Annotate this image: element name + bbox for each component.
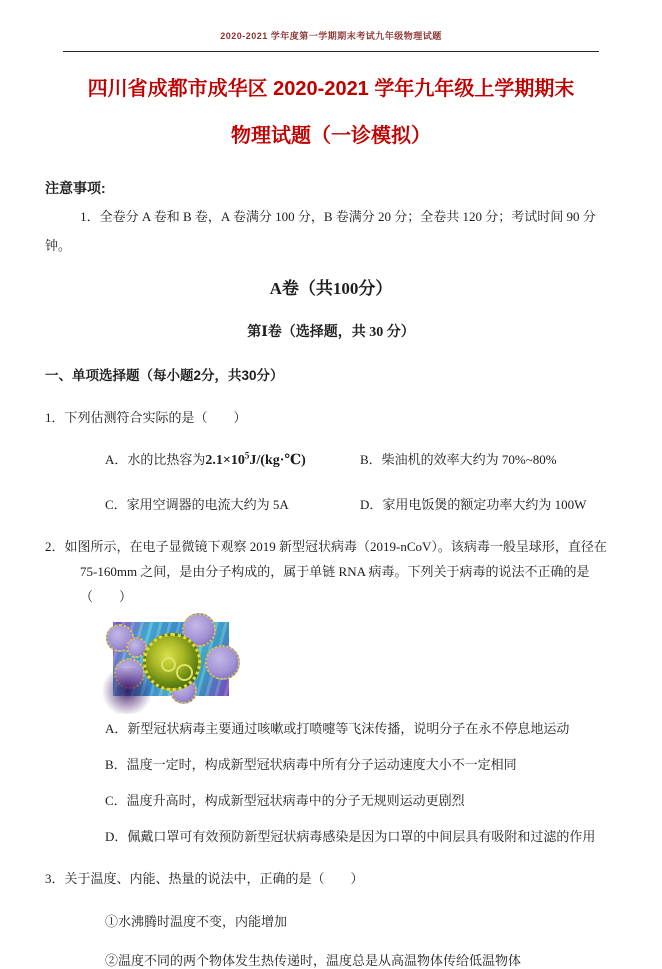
virus-surface-ring — [176, 664, 193, 681]
question-2-stem: 2．如图所示，在电子显微镜下观察 2019 新型冠状病毒（2019-nCoV）。该病毒一般呈球形，直径在 75-160mm 之间，是由分子构成的，属于单链 RNA 病毒。下列关于病毒的说法不正确的是（ ） — [45, 539, 607, 604]
formula-base: 2.1×10 — [205, 453, 245, 468]
question-1-options — [105, 449, 620, 513]
q2-option-c-label: C． — [105, 793, 127, 808]
q1-option-a-formula — [205, 450, 306, 468]
q1-option-c-label: C． — [105, 497, 127, 512]
q1-option-b — [360, 449, 620, 469]
formula-exponent: 5 — [244, 450, 250, 461]
part1-heading: 第Ⅰ卷（选择题，共 30 分） — [247, 325, 415, 340]
q1-option-a-label: A． — [105, 452, 128, 467]
q2-option-c — [105, 793, 620, 809]
q2-option-d-text: 佩戴口罩可有效预防新型冠状病毒感染是因为口罩的中间层具有吸附和过滤的作用 — [127, 829, 596, 844]
question-1-stem: 1．下列估测符合实际的是（ ） — [45, 410, 247, 425]
q1-option-d — [360, 494, 620, 513]
volume-a-heading: A卷（共100分） — [269, 279, 393, 298]
q2-option-d-label: D． — [105, 829, 128, 844]
header-rule — [63, 51, 599, 52]
q2-option-b — [105, 757, 620, 773]
q3-statement-2: ②温度不同的两个物体发生热传递时，温度总是从高温物体传给低温物体 — [105, 953, 522, 968]
q2-option-c-text: 温度升高时，构成新型冠状病毒中的分子无规则运动更剧烈 — [126, 793, 465, 808]
q2-option-b-text: 温度一定时，构成新型冠状病毒中所有分子运动速度大小不一定相同 — [126, 757, 517, 772]
section1-heading: 一、单项选择题（每小题2分，共30分） — [45, 368, 284, 383]
q2-option-a-text: 新型冠状病毒主要通过咳嗽或打喷嚏等飞沫传播，说明分子在永不停息地运动 — [127, 721, 570, 736]
running-header: 2020-2021 学年度第一学期期末考试九年级物理试题 — [220, 31, 442, 41]
virus-surface-ring — [161, 657, 176, 672]
q3-statement-1: ①水沸腾时温度不变，内能增加 — [105, 914, 288, 929]
formula-rest: J/(kg·℃) — [249, 453, 306, 468]
image-corner-shadow — [99, 668, 155, 714]
question-3-stem: 3．关于温度、内能、热量的说法中，正确的是（ ） — [45, 871, 364, 886]
q2-option-d — [105, 829, 620, 845]
notice-item-1: 1．全卷分 A 卷和 B 卷，A 卷满分 100 分，B 卷满分 20 分；全卷共 120 分；考试时间 90 分钟。 — [45, 209, 596, 253]
q1-option-c-text: 家用空调器的电流大约为 5A — [126, 497, 289, 512]
q1-option-c — [105, 494, 360, 513]
q2-option-a — [105, 721, 620, 737]
q1-option-d-text: 家用电饭煲的额定功率大约为 100W — [382, 497, 587, 512]
q2-option-b-label: B． — [105, 757, 127, 772]
document-title-line2: 物理试题（一诊模拟） — [231, 125, 431, 147]
coronavirus-electron-microscope-image — [113, 622, 229, 696]
document-title — [40, 66, 622, 160]
document-title-line1: 四川省成都市成华区 2020-2021 学年九年级上学期期末 — [87, 78, 575, 100]
q1-option-d-label: D． — [360, 497, 383, 512]
notice-label: 注意事项: — [45, 180, 106, 196]
virus-particle-small — [205, 645, 240, 680]
q1-option-a-text: 水的比热容为 — [127, 452, 206, 467]
q2-option-a-label: A． — [105, 721, 128, 736]
q1-option-b-text: 柴油机的效率大约为 70%~80% — [381, 452, 557, 467]
q1-option-b-label: B． — [360, 452, 382, 467]
q1-option-a — [105, 449, 360, 469]
